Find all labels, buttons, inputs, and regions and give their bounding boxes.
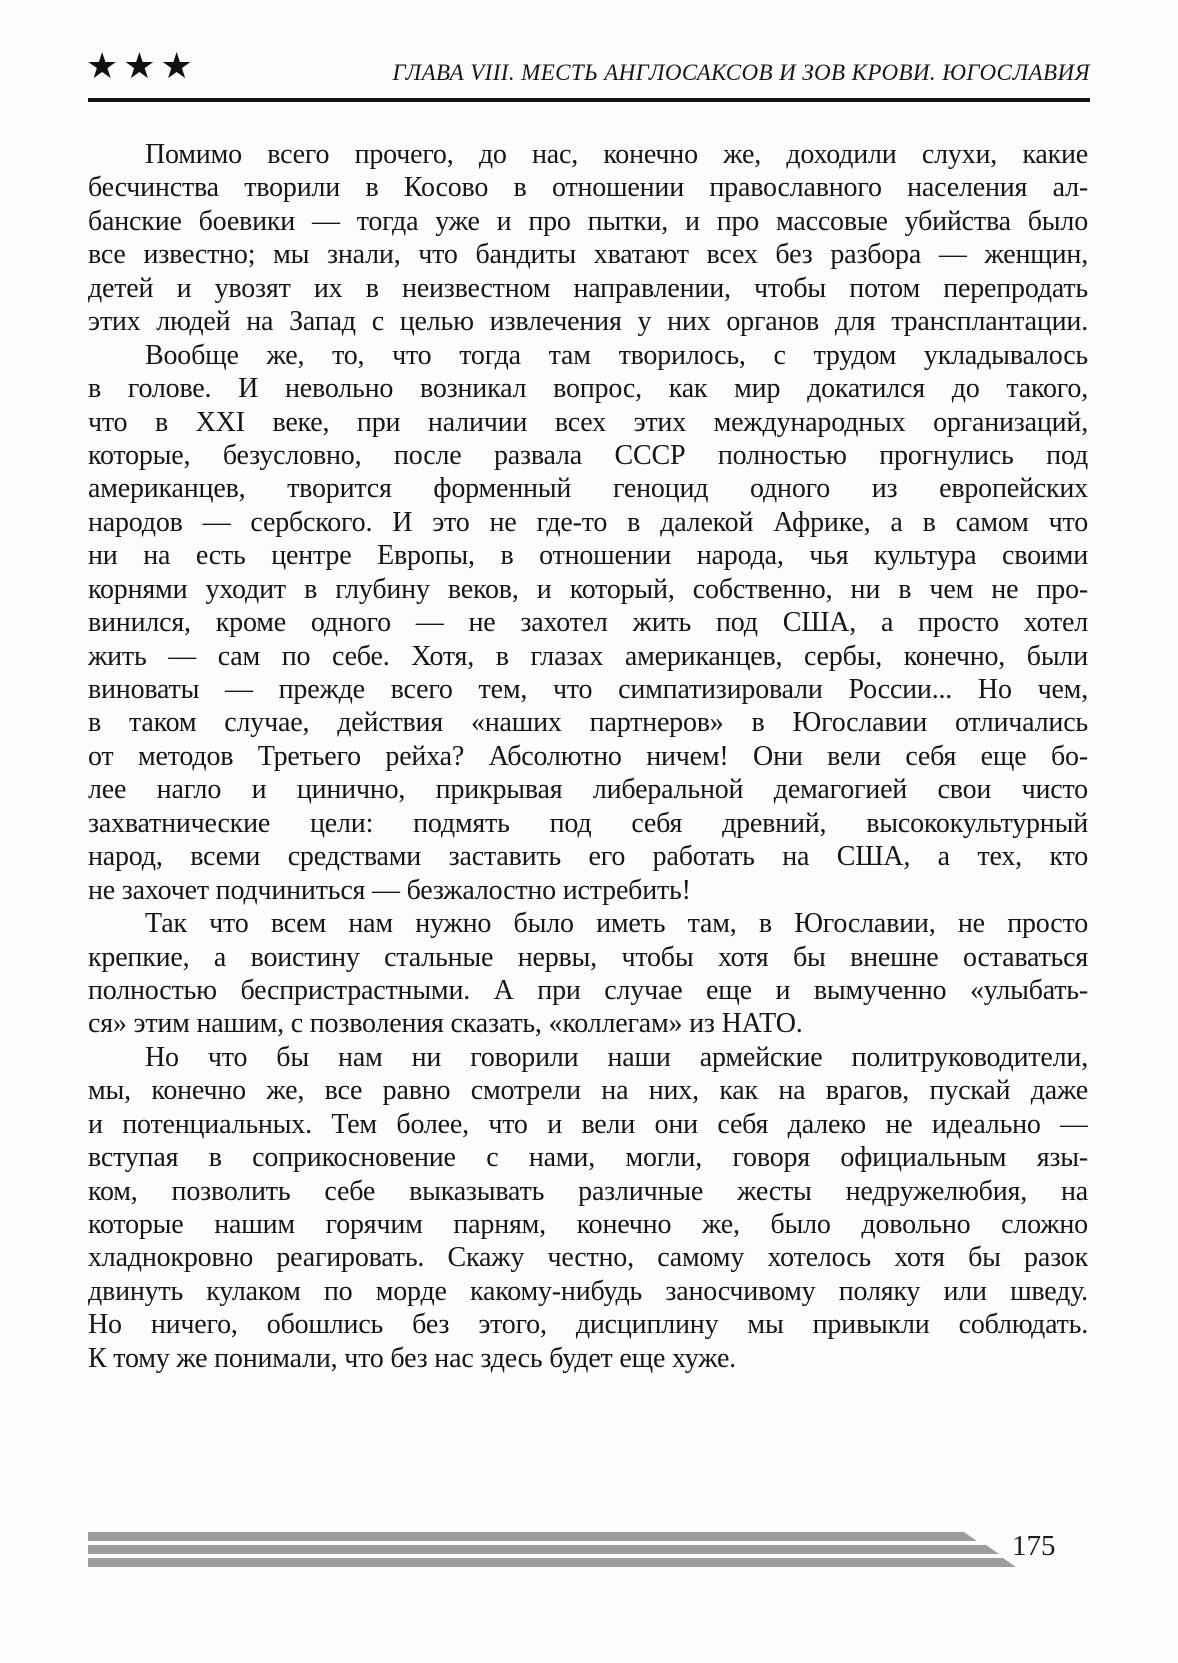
running-head-chapter-title: ГЛАВА VIII. МЕСТЬ АНГЛОСАКСОВ И ЗОВ КРОВИ. ЮГОСЛАВИЯ bbox=[392, 60, 1090, 85]
text-line: Помимо всего прочего, до нас, конечно же, доходили слухи, какие bbox=[145, 139, 1088, 170]
footer-stripe bbox=[88, 1558, 1016, 1567]
text-line: вступая в соприкосновение с нами, могли, говоря официальным язы- bbox=[88, 1142, 1088, 1174]
text-line: ся» этим нашим, с позволения сказать, «коллегам» из НАТО. bbox=[88, 1008, 803, 1040]
text-line: мы, конечно же, все равно смотрели на них, как на врагов, пускай даже bbox=[88, 1075, 1088, 1107]
paragraph bbox=[88, 339, 1088, 907]
text-line: Так что всем нам нужно было иметь там, в Югославии, не просто bbox=[145, 908, 1088, 940]
chapter-stars-icon: ★★★ bbox=[86, 46, 198, 86]
text-line: в голове. И невольно возникал вопрос, как мир докатился до такого, bbox=[88, 373, 1088, 405]
text-line: от методов Третьего рейха? Абсолютно ничем! Они вели себя еще бо- bbox=[88, 740, 1088, 772]
header-rule bbox=[88, 98, 1090, 102]
text-line: Вообще же, то, что тогда там творилось, с трудом укладывалось bbox=[145, 339, 1088, 371]
text-line: детей и увозят их в неизвестном направлении, чтобы потом перепродать bbox=[88, 272, 1088, 304]
text-line: банские боевики — тогда уже и про пытки, и про массовые убийства было bbox=[88, 205, 1088, 237]
text-line: что в XXI веке, при наличии всех этих международных организаций, bbox=[88, 406, 1088, 438]
text-line: которые, безусловно, после развала СССР полностью прогнулись под bbox=[88, 439, 1088, 471]
paragraph bbox=[88, 1041, 1088, 1375]
paragraph bbox=[88, 138, 1088, 339]
text-line: полностью беспристрастными. А при случае еще и вымученно «улыбать- bbox=[88, 974, 1088, 1006]
text-line: и потенциальных. Тем более, что и вели они себя далеко не идеально — bbox=[88, 1108, 1088, 1140]
text-line: народов — сербского. И это не где-то в далекой Африке, а в самом что bbox=[88, 506, 1088, 538]
text-line: двинуть кулаком по морде какому-нибудь заносчивому поляку или шведу. bbox=[88, 1275, 1088, 1307]
paragraph bbox=[88, 907, 1088, 1041]
text-line: К тому же понимали, что без нас здесь будет еще хуже. bbox=[88, 1342, 736, 1374]
text-line: корнями уходит в глубину веков, и который, собственно, ни в чем не про- bbox=[88, 573, 1088, 605]
text-line: американцев, творится форменный геноцид одного из европейских bbox=[88, 473, 1088, 505]
text-line: виноваты — прежде всего тем, что симпатизировали России... Но чем, bbox=[88, 674, 1088, 705]
text-line: ком, позволить себе выказывать различные жесты недружелюбия, на bbox=[88, 1175, 1088, 1207]
text-line: крепкие, а воистину стальные нервы, чтобы хотя бы внешне оставаться bbox=[88, 941, 1088, 973]
text-line: Но что бы нам ни говорили наши армейские политруководители, bbox=[145, 1041, 1088, 1073]
text-line: Но ничего, обошлись без этого, дисциплину мы привыкли соблюдать. bbox=[88, 1309, 1088, 1341]
text-line: ни на есть центре Европы, в отношении народа, чья культура своими bbox=[88, 540, 1088, 572]
text-line: народ, всеми средствами заставить его работать на США, а тех, кто bbox=[88, 841, 1088, 873]
page-number: 175 bbox=[1012, 1530, 1056, 1562]
text-line: хладнокровно реагировать. Скажу честно, самому хотелось хотя бы разок bbox=[88, 1242, 1088, 1274]
text-line: в таком случае, действия «наших партнеров» в Югославии отличались bbox=[88, 707, 1088, 739]
text-line: захватнические цели: подмять под себя древний, высококультурный bbox=[88, 807, 1088, 839]
text-line: не захочет подчиниться — безжалостно истребить! bbox=[88, 874, 691, 906]
text-line: этих людей на Запад с целью извлечения у них органов для трансплантации. bbox=[88, 306, 1088, 338]
footer-stripe bbox=[88, 1532, 977, 1541]
text-line: бесчинства творили в Косово в отношении православного населения ал- bbox=[88, 172, 1088, 204]
text-line: винился, кроме одного — не захотел жить под США, а просто хотел bbox=[88, 607, 1088, 639]
footer-stripe bbox=[88, 1545, 999, 1554]
body-text bbox=[88, 138, 1088, 1375]
text-line: которые нашим горячим парням, конечно же, было довольно сложно bbox=[88, 1209, 1088, 1240]
text-line: все известно; мы знали, что бандиты хватают всех без разбора — женщин, bbox=[88, 239, 1088, 271]
text-line: жить — сам по себе. Хотя, в глазах американцев, сербы, конечно, были bbox=[88, 640, 1088, 672]
footer-decoration bbox=[88, 1532, 1016, 1571]
text-line: лее нагло и цинично, прикрывая либеральной демагогией свои чисто bbox=[88, 774, 1088, 806]
